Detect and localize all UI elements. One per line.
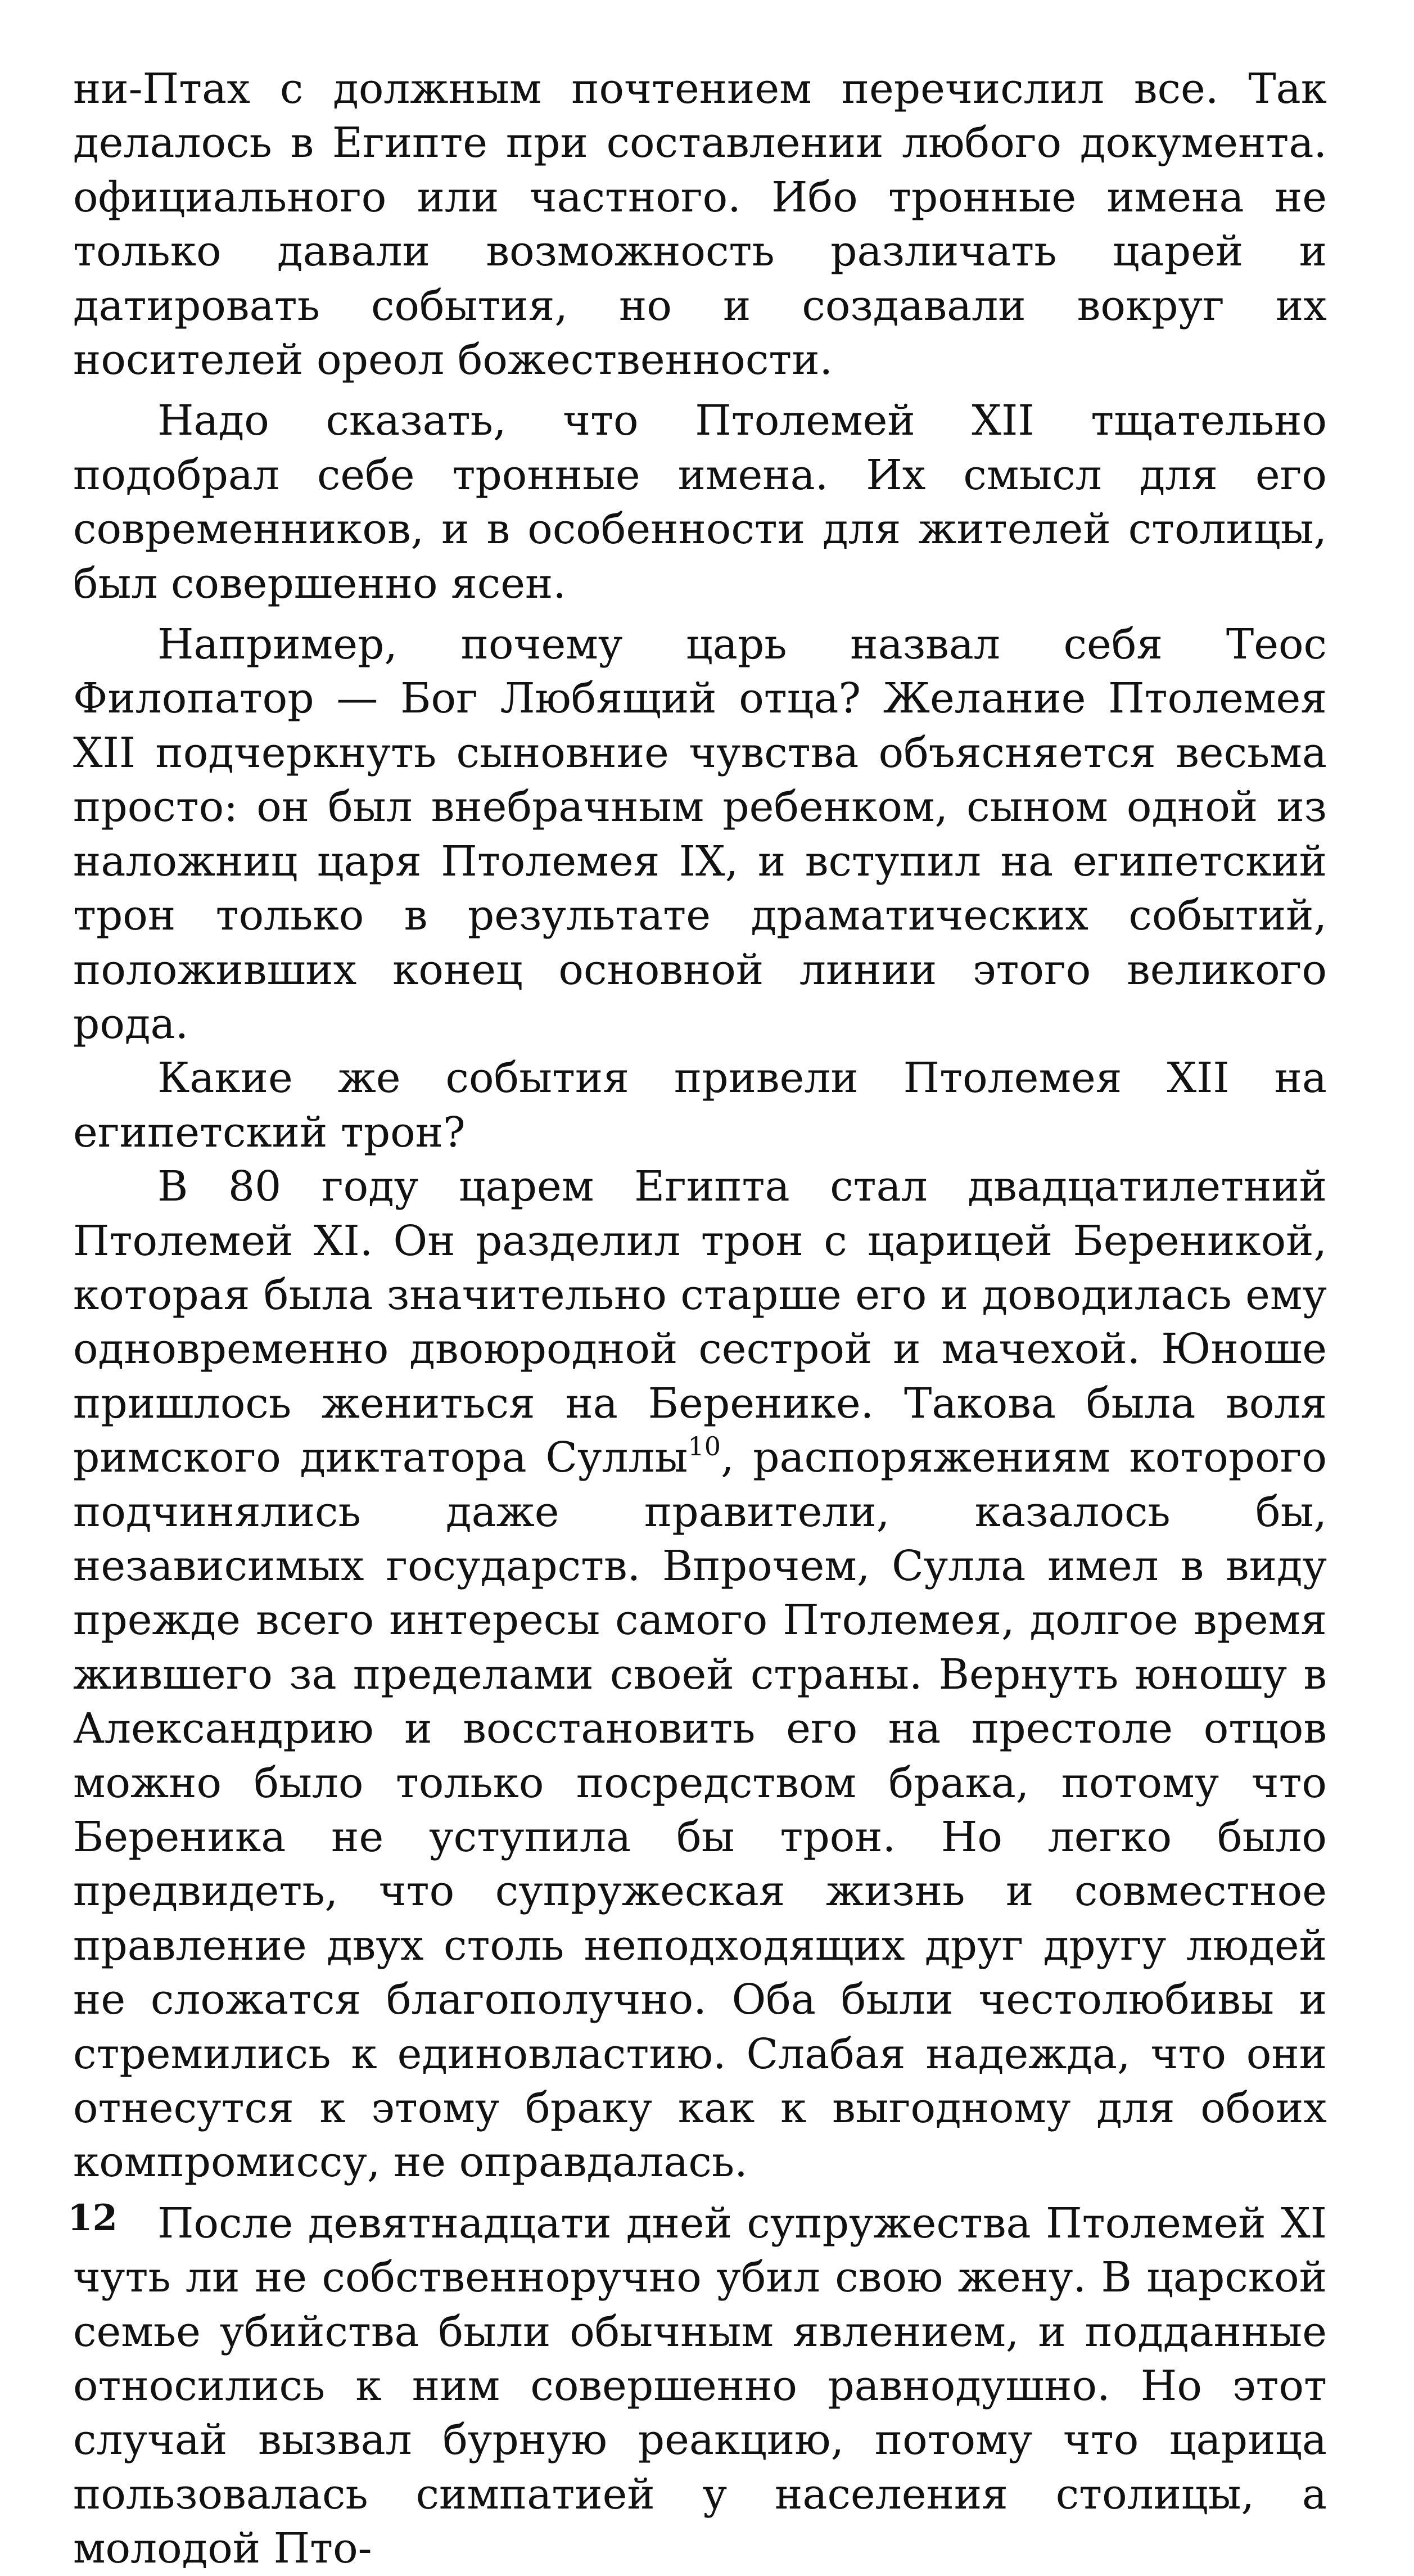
paragraph-3: Например, почему царь назвал себя Теос Филопатор — Бог Любящий отца? Желание Птолемея XII подчеркнуть сыновние чувства объясняется весьма просто: он был внебрачным ребенком, сыном одной из наложниц царя Птолемея IX, и вступил на египетский трон только в результате драматических событий, положивших конец основной линии этого великого рода. [73,620,1327,1048]
footnote-marker: 10 [688,1431,721,1461]
paragraph-5-text-before: В 80 году царем Египта стал двадцатилетний Птолемей XI. Он разделил трон с царицей Береникой, которая была значительно старше его и доводилась ему одновременно двоюродной сестрой и мачехой. Юноше пришлось жениться на Беренике. Такова была воля римского диктатора Суллы [73,1162,1327,1482]
paragraph-1: ни-Птах с должным почтением перечислил все. Так делалось в Египте при составлении любого документа. официального или частного. Ибо тронные имена не только давали возможность различать царей и датировать события, но и создавали вокруг их носителей ореол божественности. [73,65,1327,385]
paragraph-4: Какие же события привели Птолемея XII на египетский трон? [73,1054,1327,1157]
page-number: 12 [67,2197,118,2239]
paragraph-5 [73,1160,1327,2190]
page-text [73,62,1327,2576]
paragraph-2: Надо сказать, что Птолемей XII тщательно подобрал себе тронные имена. Их смысл для его современников, и в особенности для жителей столицы, был совершенно ясен. [73,396,1327,608]
paragraph-5-text-after: , распоряжениям которого подчинялись даже правители, казалось бы, независимых государств. Впрочем, Сулла имел в виду прежде всего интересы самого Птолемея, долгое время жившего за пределами своей страны. Вернуть юношу в Александрию и восстановить его на престоле отцов можно было только посредством брака, потому что Береника не уступила бы трон. Но легко было предвидеть, что супружеская жизнь и совместное правление двух столь неподходящих друг другу людей не сложатся благополучно. Оба были честолюбивы и стремились к единовластию. Слабая надежда, что они отнесутся к этому браку как к выгодному для обоих компромиссу, не оправдалась. [73,1433,1327,2187]
paragraph-6: После девятнадцати дней супружества Птолемей XI чуть ли не собственноручно убил свою жену. В царской семье убийства были обычным явлением, и подданные относились к ним совершенно равнодушно. Но этот случай вызвал бурную реакцию, потому что царица пользовалась симпатией у населения столицы, а молодой Пто- [73,2199,1327,2573]
